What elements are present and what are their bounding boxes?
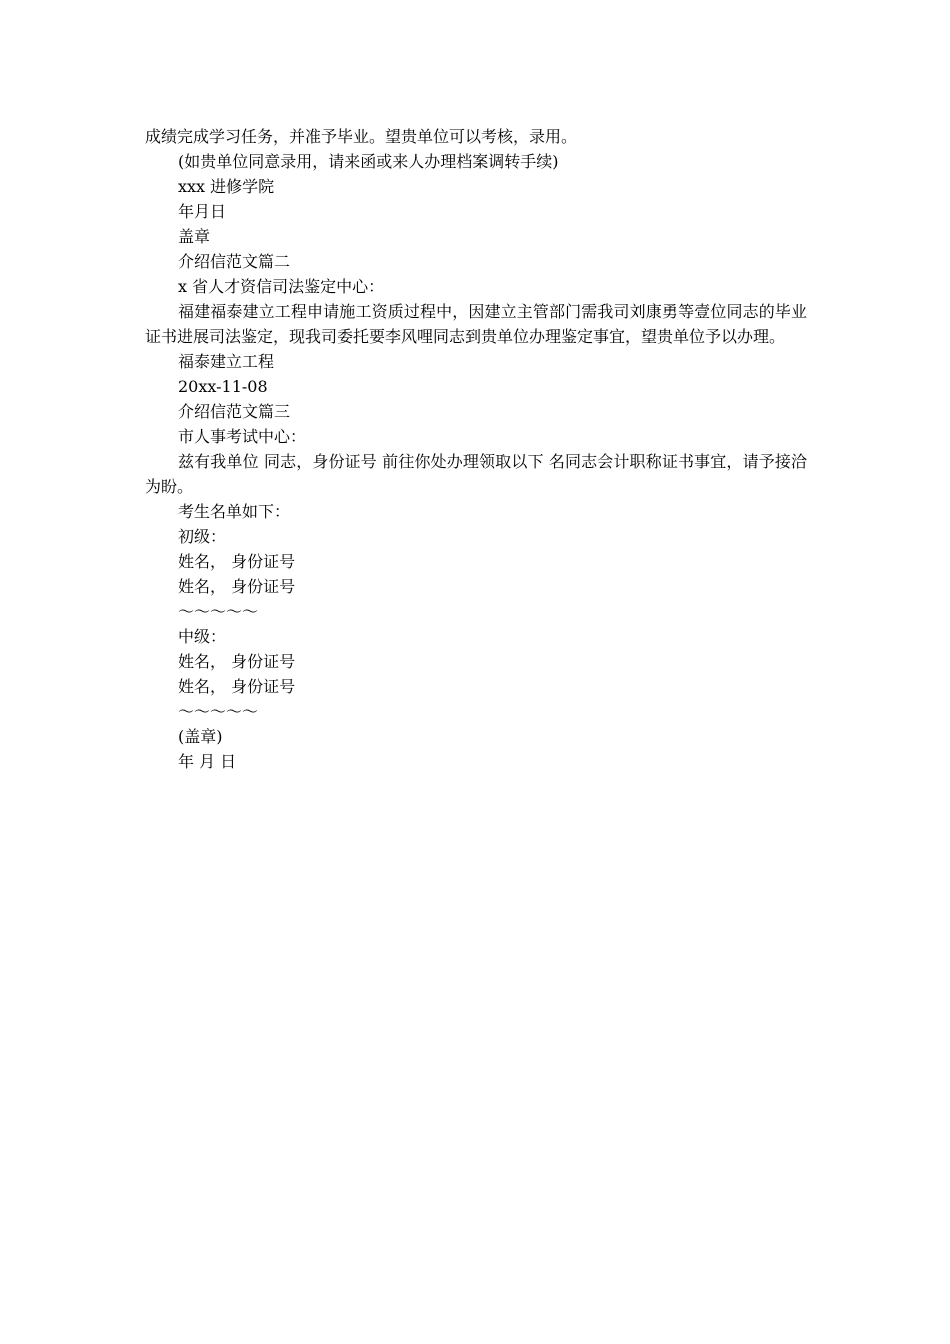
letter1-seal: 盖章: [178, 227, 211, 246]
letter3-heading: 介绍信范文篇三: [178, 402, 291, 421]
letter1-sender: xxx 进修学院: [178, 177, 275, 196]
letter3-level-middle: 中级：: [178, 627, 227, 646]
letter3-date: 年 月 日: [178, 752, 237, 771]
letter3-middle-more: ～～～～～: [178, 702, 259, 721]
letter2-body: 福建福泰建立工程申请施工资质过程中，因建立主管部门需我司刘康勇等壹位同志的毕业证书进展司法鉴定，现我司委托要李风哩同志到贵单位办理鉴定事宜，望贵单位予以办理。: [145, 302, 807, 346]
list-item: 姓名， 身份证号: [178, 652, 296, 671]
letter3-junior-more: ～～～～～: [178, 602, 259, 621]
letter2-heading: 介绍信范文篇二: [178, 252, 291, 271]
letter1-date: 年月日: [178, 202, 227, 221]
letter3-body: 兹有我单位 同志，身份证号 前往你处办理领取以下 名同志会计职称证书事宜，请予接洽为盼。: [145, 452, 807, 496]
letter1-note: (如贵单位同意录用，请来函或来人办理档案调转手续): [178, 152, 559, 171]
letter3-seal: (盖章): [178, 727, 223, 746]
letter1-continued-text: 成绩完成学习任务，并准予毕业。望贵单位可以考核，录用。: [145, 127, 578, 146]
letter2-recipient: x 省人才资信司法鉴定中心：: [178, 277, 385, 296]
letter3-list-title: 考生名单如下：: [178, 502, 291, 521]
list-item: 姓名， 身份证号: [178, 552, 296, 571]
letter3-level-junior: 初级：: [178, 527, 227, 546]
letter3-recipient: 市人事考试中心：: [178, 427, 307, 446]
letter2-sender: 福泰建立工程: [178, 352, 275, 371]
list-item: 姓名， 身份证号: [178, 677, 296, 696]
document-page: [145, 124, 807, 774]
list-item: 姓名， 身份证号: [178, 577, 296, 596]
letter2-date: 20xx-11-08: [178, 377, 268, 396]
